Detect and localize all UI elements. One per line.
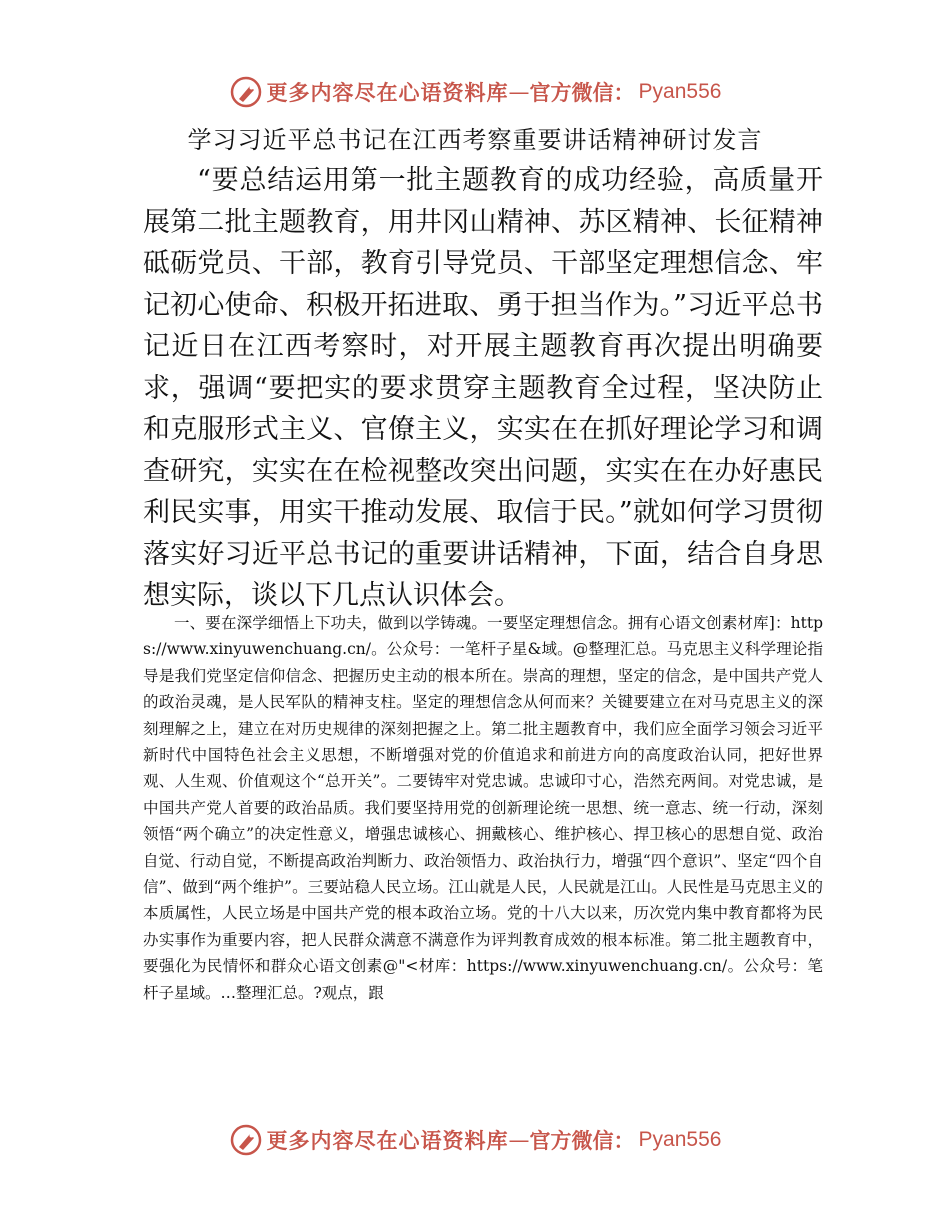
header-banner [0,72,950,112]
banner-wechat-id: Pyan556 [638,80,722,103]
banner-dash: — [508,80,530,104]
footer-banner-slogan: 更多内容尽在心语资料库 [266,1129,509,1153]
footer-banner-wechat-label: 官方微信： [529,1129,635,1153]
lead-paragraph: “要总结运用第一批主题教育的成功经验，高质量开展第二批主题教育，用井冈山精神、苏区精神、长征精神砥砺党员、干部，教育引导党员、干部坚定理想信念、牢记初心使命、积极开拓进取、勇于担当作为。”习近平总书记近日在江西考察时，对开展主题教育再次提出明确要求，强调“要把实的要求贯穿主题教育全过程，坚决防止和克服形式主义、官僚主义，实实在在抓好理论学习和调查研究，实实在在检视整改突出问题，实实在在办好惠民利民实事，用实干推动发展、取信于民。”就如何学习贯彻落实好习近平总书记的重要讲话精神，下面，结合自身思想实际，谈以下几点认识体会。 [143,165,823,611]
pen-nib-logo-icon [229,1123,263,1157]
footer-banner [0,1120,950,1160]
banner-slogan: 更多内容尽在心语资料库 [266,81,509,105]
page-title: 学习习近平总书记在江西考察重要讲话精神研讨发言 [187,126,763,154]
footer-banner-wechat-id: Pyan556 [638,1128,722,1151]
pen-nib-logo-icon [229,75,263,109]
footer-banner-dash: — [508,1128,530,1152]
banner-wechat-label: 官方微信： [529,81,635,105]
body-paragraph: 一、要在深学细悟上下功夫，做到以学铸魂。一要坚定理想信念。拥有心语文创素材库]：https://www.xinyuwenchuang.cn/。公众号：一笔杆子星&域。@整理汇总。马克思主义科学理论指导是我们党坚定信仰信念、把握历史主动的根本所在。崇高的理想，坚定的信念，是中国共产党人的政治灵魂，是人民军队的精神支柱。坚定的理想信念从何而来？关键要建立在对马克思主义的深刻理解之上，建立在对历史规律的深刻把握之上。第二批主题教育中，我们应全面学习领会习近平新时代中国特色社会主义思想，不断增强对党的价值追求和前进方向的高度政治认同，把好世界观、人生观、价值观这个“总开关”。二要铸牢对党忠诚。忠诚印寸心，浩然充两间。对党忠诚，是中国共产党人首要的政治品质。我们要坚持用党的创新理论统一思想、统一意志、统一行动，深刻领悟“两个确立”的决定性意义，增强忠诚核心、拥戴核心、维护核心、捍卫核心的思想自觉、政治自觉、行动自觉，不断提高政治判断力、政治领悟力、政治执行力，增强“四个意识”、坚定“四个自信”、做到“两个维护”。三要站稳人民立场。江山就是人民，人民就是江山。人民性是马克思主义的本质属性，人民立场是中国共产党的根本政治立场。党的十八大以来，历次党内集中教育都将为民办实事作为重要内容，把人民群众满意不满意作为评判教育成效的根本标准。第二批主题教育中，要强化为民情怀和群众心语文创素@"<材库：https://www.xinyuwenchuang.cn/。公众号：笔杆子星域。…整理汇总。?观点，跟 [143,614,823,1002]
